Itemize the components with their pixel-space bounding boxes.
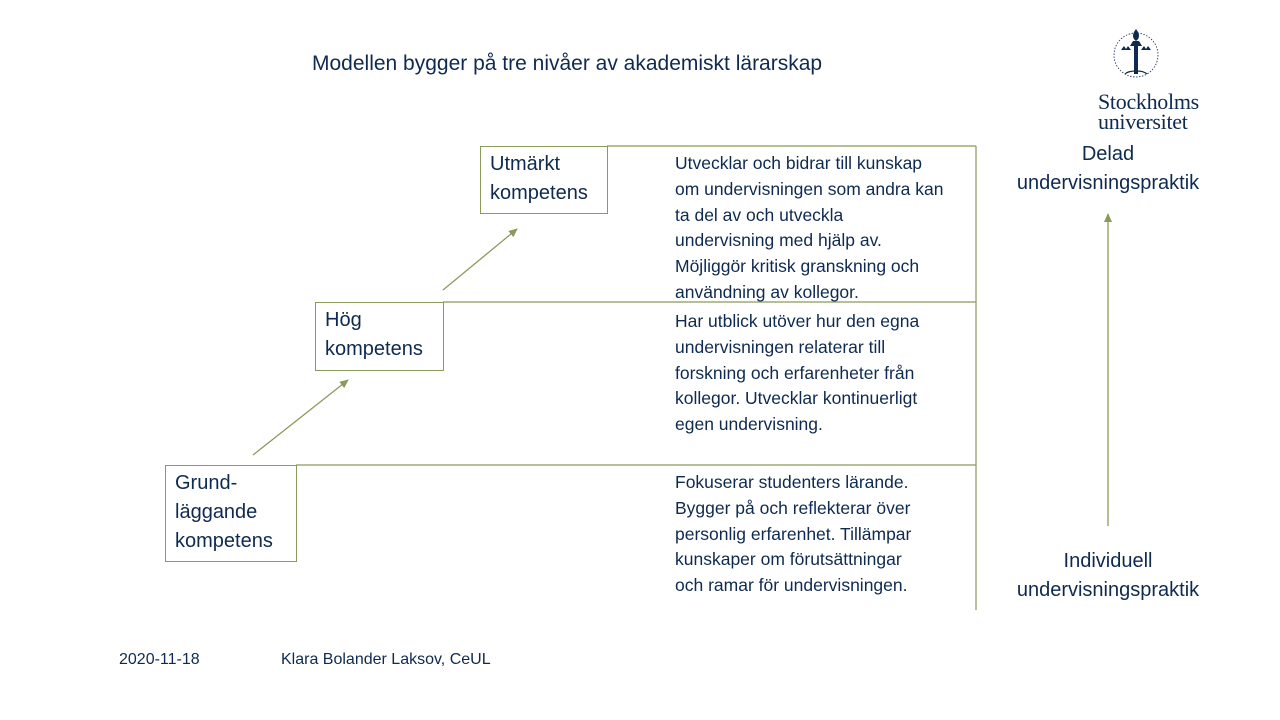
slide-title: Modellen bygger på tre nivåer av akademiskt lärarskap	[312, 52, 823, 75]
side-label-line: undervisningspraktik	[1016, 579, 1200, 601]
logo-text-line2: universitet	[1098, 109, 1188, 134]
level-label-line: kompetens	[490, 182, 588, 204]
level-label-line: Hög	[325, 309, 362, 331]
level-box-utmarkt	[480, 146, 608, 214]
description-line: Har utblick utöver hur den egna	[675, 311, 920, 331]
description-grundlaggande	[675, 470, 980, 599]
university-seal-icon	[1101, 24, 1171, 86]
description-line: Utvecklar och bidrar till kunskap	[675, 153, 923, 173]
description-line: användning av kollegor.	[675, 281, 859, 302]
description-line: kollegor. Utvecklar kontinuerligt	[675, 388, 918, 409]
level-label-line: läggande	[175, 501, 258, 523]
description-line: om undervisningen som andra kan	[675, 178, 944, 199]
side-label-line: Delad	[1081, 143, 1135, 165]
side-label-shared	[988, 140, 1228, 198]
description-line: undervisning med hjälp av.	[675, 230, 882, 251]
description-line: forskning och erfarenheter från	[675, 362, 915, 383]
side-label-individual	[988, 547, 1228, 605]
level-label-line: Grund-	[175, 472, 238, 494]
description-line: Möjliggör kritisk granskning och	[675, 256, 920, 277]
level-label-line: kompetens	[175, 530, 273, 552]
side-label-line: undervisningspraktik	[1016, 172, 1200, 194]
description-line: personlig erfarenhet. Tillämpar	[675, 523, 912, 544]
logo-text-line1: Stockholms	[1098, 89, 1199, 114]
university-logo	[1098, 24, 1238, 132]
arrow-low-to-mid	[253, 380, 348, 455]
side-label-line: Individuell	[1063, 550, 1153, 572]
description-line: ta del av och utveckla	[675, 204, 844, 225]
description-line: kunskaper om förutsättningar	[675, 549, 902, 570]
description-line: undervisningen relaterar till	[675, 336, 886, 357]
arrow-mid-to-top	[443, 229, 517, 290]
description-utmarkt	[675, 151, 980, 306]
level-box-hog	[315, 302, 444, 371]
level-label-line: Utmärkt	[490, 153, 560, 175]
description-hog	[675, 309, 980, 438]
footer-date: 2020-11-18	[119, 651, 200, 668]
description-line: Bygger på och reflekterar över	[675, 497, 911, 518]
description-line: egen undervisning.	[675, 414, 823, 435]
level-label-line: kompetens	[325, 338, 423, 360]
description-line: Fokuserar studenters lärande.	[675, 472, 909, 492]
footer-author: Klara Bolander Laksov, CeUL	[281, 651, 491, 668]
level-box-grundlaggande	[165, 465, 297, 562]
description-line: och ramar för undervisningen.	[675, 575, 908, 596]
